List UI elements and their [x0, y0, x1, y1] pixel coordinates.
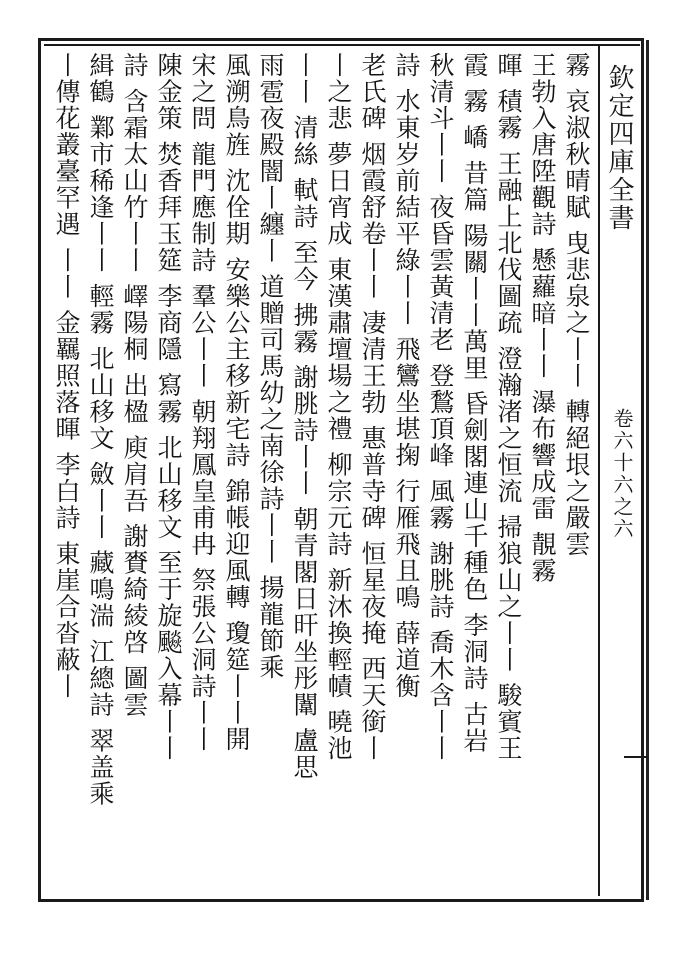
text-column-2: 王勃入唐陞觀詩 懸蘿暗丨丨 瀑布響成雷 靚霧 — [528, 52, 557, 584]
text-column-15: 緝鶴 鄴市稀逢丨丨 輕霧 北山移文 斂丨丨 藏鳴湍 江總詩 翠盖乘 — [86, 52, 115, 808]
text-column-6: 詩 水東岁前結平綠丨丨 飛鸞坐堪掬 行雁飛且鳴 薛道衡 — [392, 52, 421, 700]
text-column-8: 丨之悲 夢日宵成 東漢肅壇場之禮 柳宗元詩 新沐換輕幘 曉池 — [324, 52, 353, 762]
text-column-1: 霧 哀淑秋晴賦 曳悲泉之丨丨 轉絕垠之嚴雲 — [562, 52, 591, 558]
text-column-12: 宋之問 龍門應制詩 羣公丨丨 朝翔鳳皇甫冉 祭張公洞詩丨丨 — [188, 52, 217, 753]
top-rule — [44, 44, 640, 46]
text-column-9: 丨丨 清絲 軾詩 至今 拂霧 謝朓詩丨丨 朝青閣日旰坐彤闈 盧思 — [290, 52, 319, 781]
text-column-7: 老氏碑 烟霞舒卷丨丨 凄清王勃 惠普寺碑 恒星夜掩 西天銜丨 — [358, 52, 387, 762]
book-title-margin: 欽定四庫全書 — [604, 64, 634, 232]
text-column-10: 雨雹夜殿闇丨纏丨 道贈司馬幼之南徐詩丨丨 揚龍節乘 — [256, 52, 285, 681]
fishtail-mark — [624, 756, 648, 758]
text-column-14: 詩 含霜太山竹丨丨 嶧陽桐 出楹 庾肩吾 謝賚綺綾啓 圖雲 — [120, 52, 149, 719]
text-column-11: 風溯鳥旌 沈佺期 安樂公主移新宅詩 錦帳迎風轉 瓊筵丨丨開 — [222, 52, 251, 753]
text-column-5: 秋清斗丨丨 夜昏雲黃清老 登鶖頂峰 風霧 謝朓詩 喬木含丨丨 — [426, 52, 455, 762]
text-column-3: 暉 積霧 王融上北伐圖疏 澄瀚渚之恒流 掃狼山之丨丨 駿賓王 — [494, 52, 523, 762]
text-column-16: 丨傳花叢臺罕遇 丨丨 金羈照落暉 李白詩 東崖合沓蔽丨 — [52, 52, 81, 700]
text-column-4: 霞 霧 嶠 昔篇 陽關丨丨萬里 昏劍閣連山千種色 李洞詩 古岩 — [460, 52, 489, 755]
text-column-13: 陳金策 焚香拜玉筵 李商隱 寫霧 北山移文 至于旋飈入幕丨丨 — [154, 52, 183, 762]
juan-number-margin: 卷六十六之六 — [610, 408, 634, 540]
right-edge-rule — [646, 40, 649, 900]
